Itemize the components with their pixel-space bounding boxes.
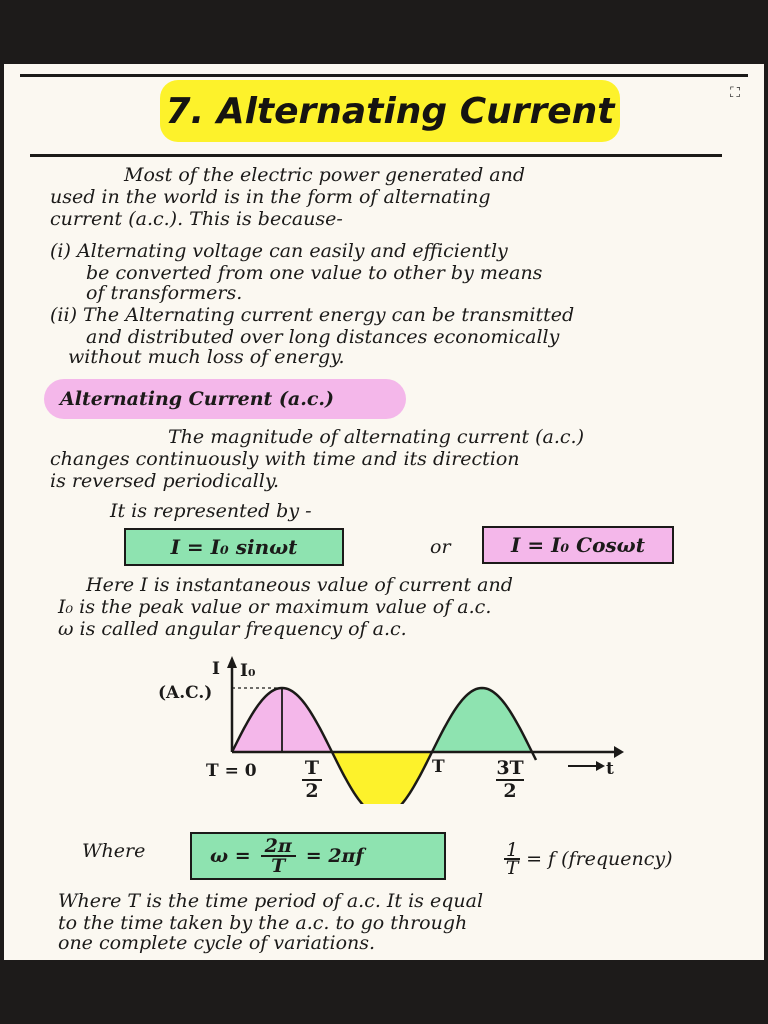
top-rule: [20, 74, 748, 77]
period-label: T: [432, 757, 445, 777]
frequency-fraction: [504, 839, 520, 879]
half-period-numerator: T: [304, 757, 320, 779]
omega-lhs: ω =: [210, 845, 251, 867]
frequency-relation: [504, 839, 673, 879]
where-label: Where: [82, 840, 146, 862]
y-axis-label: I: [212, 659, 220, 679]
omega-denominator: T: [271, 855, 286, 877]
section-heading: Alternating Current (a.c.): [60, 388, 335, 410]
cos-formula: I = I₀ Cosωt: [511, 533, 645, 557]
omega-formula-box: [190, 832, 446, 880]
frequency-rhs: = f (frequency): [526, 848, 673, 870]
section-line: changes continuously with time and its direction: [50, 448, 520, 470]
reason-line: and distributed over long distances economically: [86, 326, 560, 348]
half-period-denominator: 2: [305, 780, 319, 802]
positive-half-cycle-fill-second: [432, 688, 532, 752]
section-line: is reversed periodically.: [50, 470, 280, 492]
x-axis-label: t: [606, 759, 614, 779]
notes-page: [4, 64, 764, 960]
represented-text: It is represented by -: [110, 500, 312, 522]
y-axis-unit: (A.C.): [158, 683, 213, 703]
footer-line: to the time taken by the a.c. to go through: [58, 912, 468, 934]
intro-line: used in the world is in the form of alternating: [50, 186, 491, 208]
omega-rhs: = 2πf: [305, 845, 364, 867]
three-half-period-numerator: 3T: [496, 757, 524, 779]
sine-wave-graph: [144, 654, 624, 804]
or-text: or: [430, 536, 451, 558]
x-axis-arrow-icon: [614, 746, 624, 758]
omega-numerator: 2π: [261, 837, 296, 857]
frequency-numerator: 1: [506, 839, 519, 861]
footer-line: Where T is the time period of a.c. It is equal: [58, 890, 484, 912]
reason-line: without much loss of energy.: [68, 346, 345, 368]
origin-label: T = 0: [206, 761, 257, 781]
three-half-period-denominator: 2: [503, 780, 517, 802]
peak-label: I₀: [240, 661, 256, 681]
sin-formula: I = I₀ sinωt: [170, 535, 298, 559]
explanation-line: ω is called angular frequency of a.c.: [58, 618, 407, 640]
frequency-denominator: T: [505, 857, 519, 879]
footer-line: one complete cycle of variations.: [58, 932, 376, 954]
explanation-line: Here I is instantaneous value of current and: [86, 574, 513, 596]
explanation-line: I₀ is the peak value or maximum value of a.c.: [58, 596, 492, 618]
negative-half-cycle-fill: [332, 752, 432, 804]
reason-line: of transformers.: [86, 282, 243, 304]
title-highlight: [160, 80, 620, 142]
title-rule: [30, 154, 722, 157]
cos-formula-box: [482, 526, 674, 564]
x-label-arrow-icon: [596, 761, 605, 771]
sin-formula-box: [124, 528, 344, 566]
omega-fraction: [261, 837, 296, 875]
reason-line: (ii) The Alternating current energy can be transmitted: [50, 304, 575, 326]
reason-line: be converted from one value to other by means: [86, 262, 543, 284]
section-heading-highlight: [44, 379, 406, 419]
expand-icon[interactable]: ⛶: [730, 85, 740, 101]
intro-line: Most of the electric power generated and: [124, 164, 526, 186]
page-title: 7. Alternating Current: [165, 90, 615, 132]
reason-line: (i) Alternating voltage can easily and efficiently: [50, 240, 508, 262]
y-axis-arrow-icon: [227, 656, 237, 668]
section-line: The magnitude of alternating current (a.c.): [168, 426, 584, 448]
intro-line: current (a.c.). This is because-: [50, 208, 343, 230]
